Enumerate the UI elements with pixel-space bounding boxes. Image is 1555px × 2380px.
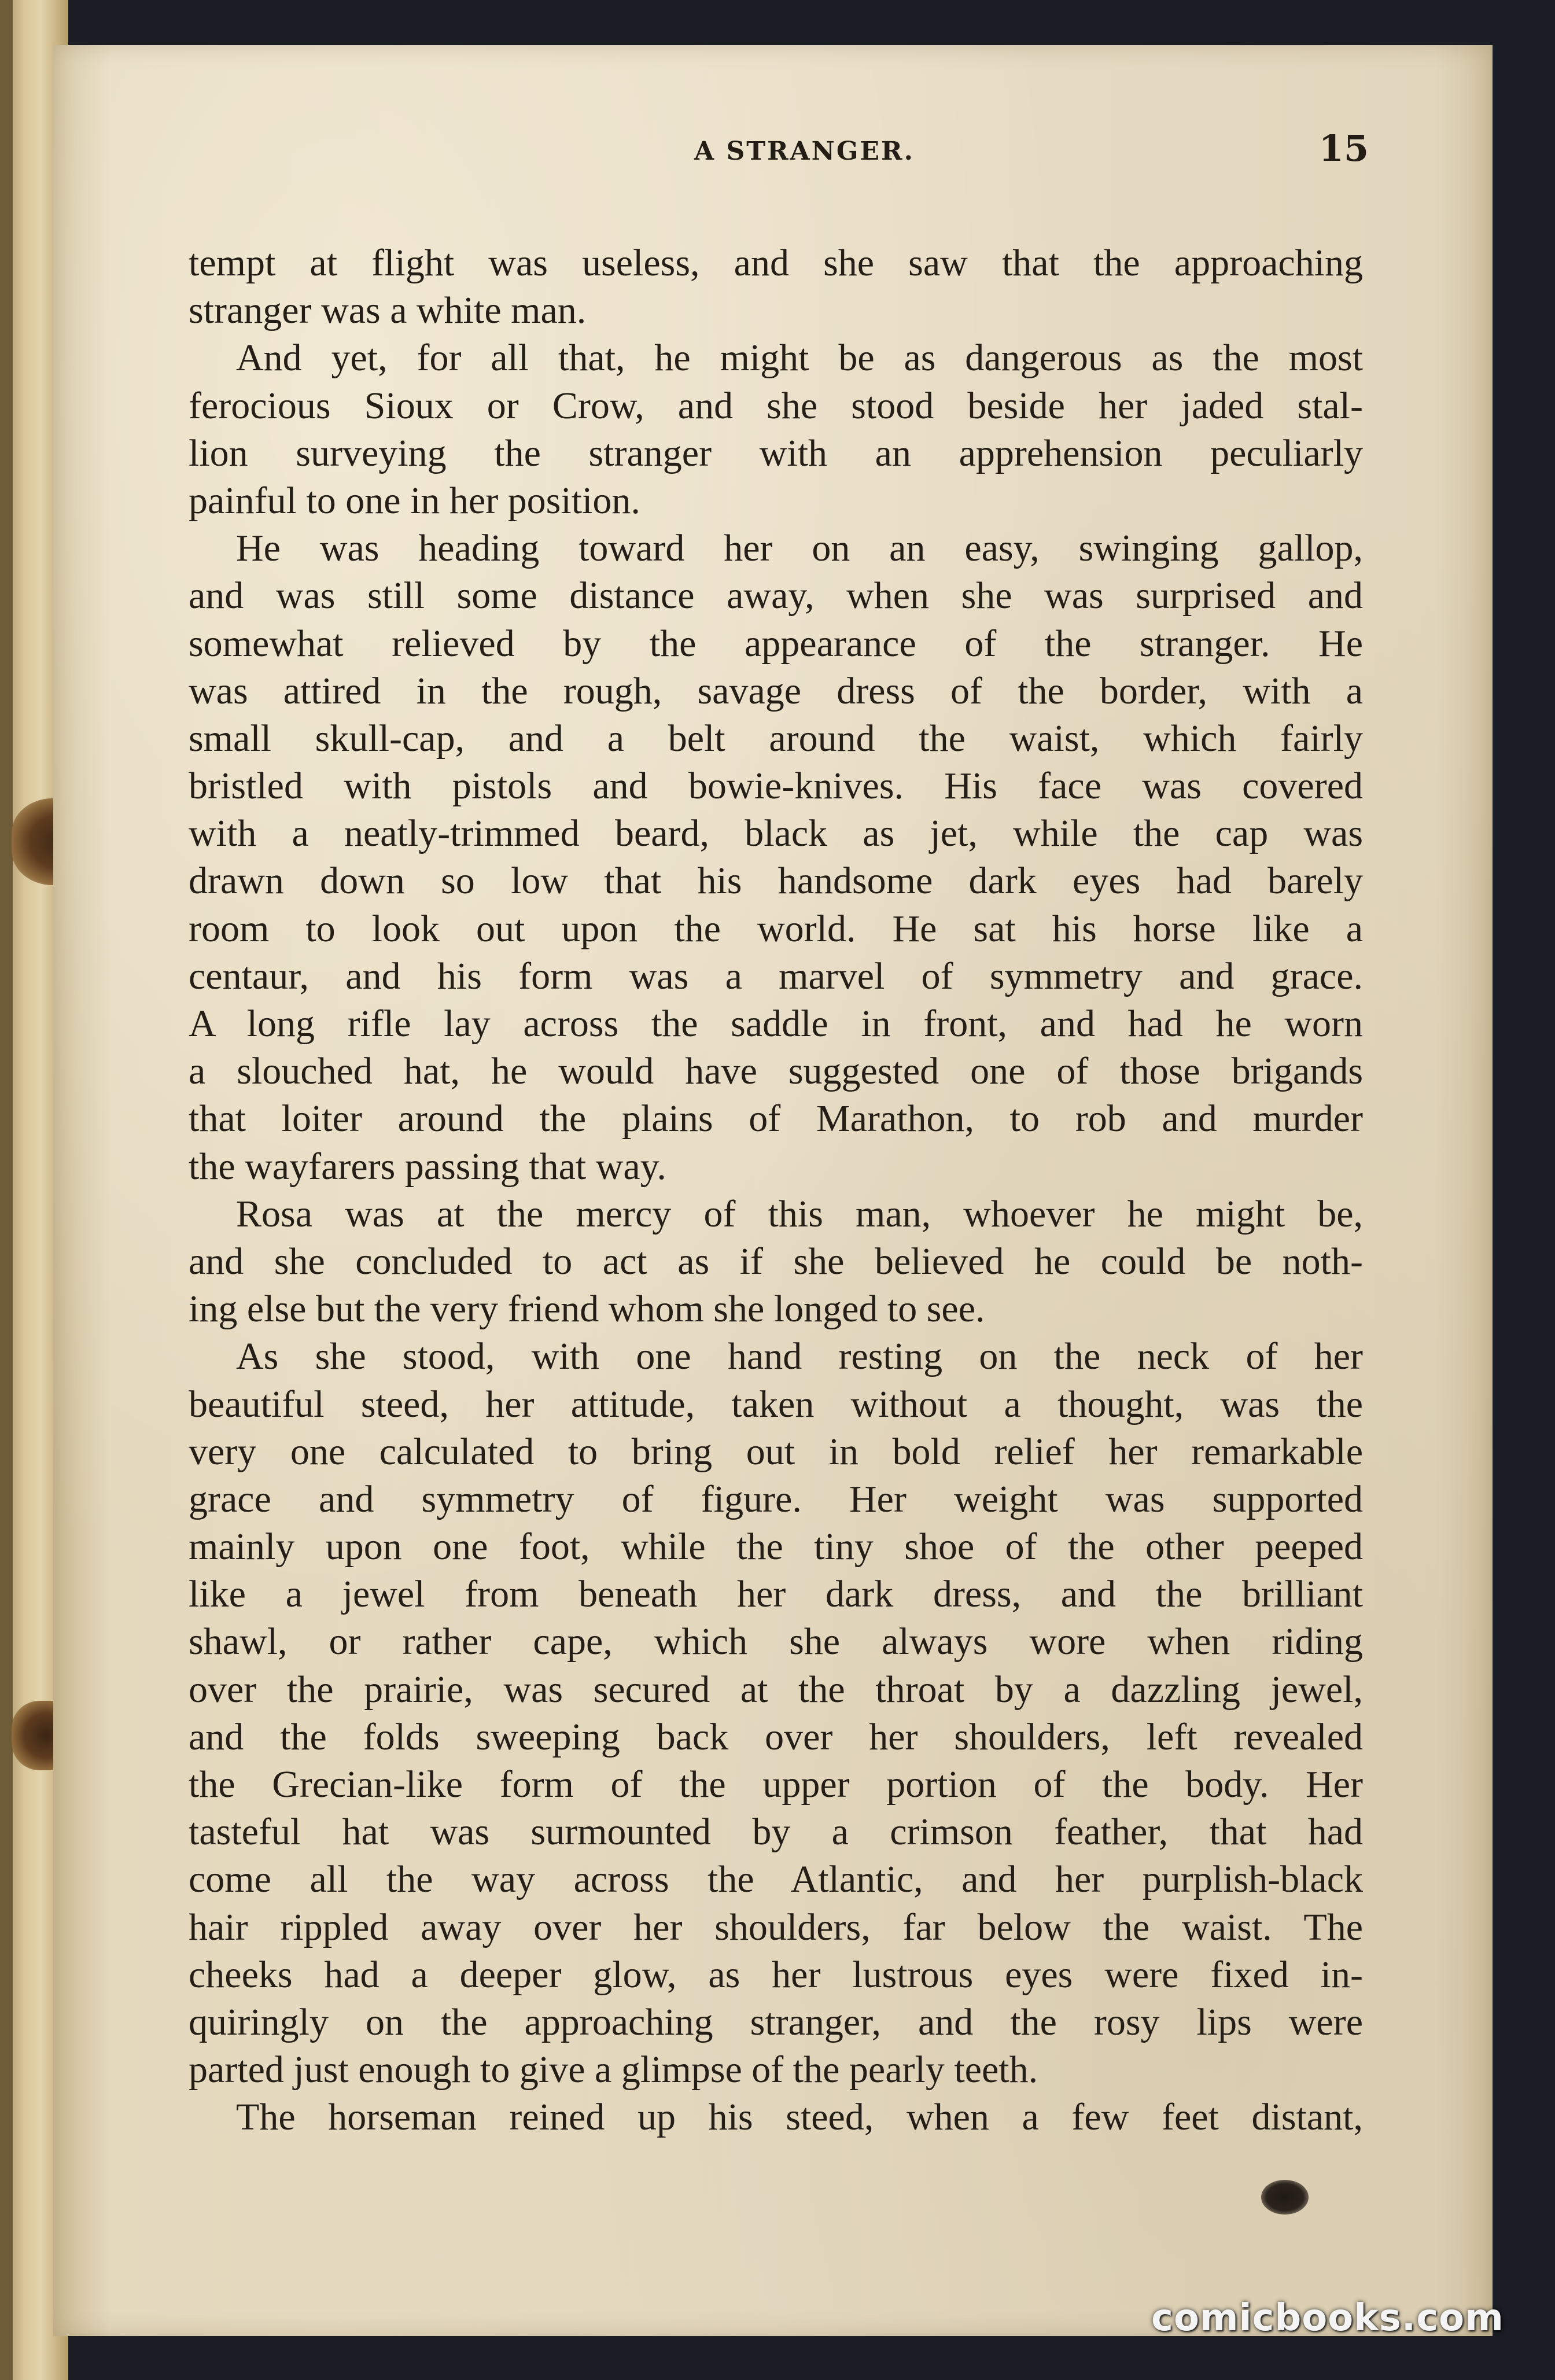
text-line: the wayfarers passing that way. [189, 1145, 666, 1188]
text-line: And yet, for all that, he might be as dangerous as the most [236, 337, 1363, 380]
text-line: He was heading toward her on an easy, swinging gallop, [236, 527, 1363, 570]
text-line: grace and symmetry of figure. Her weight was supported [189, 1478, 1363, 1520]
text-line: hair rippled away over her shoulders, far below the waist. The [189, 1906, 1363, 1948]
binding-edge [0, 0, 13, 2380]
text-line: and was still some distance away, when she was surprised and [189, 574, 1363, 617]
text-line: was attired in the rough, savage dress of the border, with a [189, 669, 1363, 712]
text-line: ing else but the very friend whom she longed to see. [189, 1288, 985, 1331]
text-line: centaur, and his form was a marvel of symmetry and grace. [189, 955, 1363, 997]
text-line: drawn down so low that his handsome dark eyes had barely [189, 860, 1363, 902]
text-line: A long rifle lay across the saddle in front, and had he worn [189, 1003, 1363, 1045]
text-line: mainly upon one foot, while the tiny shoe of the other peeped [189, 1526, 1363, 1568]
running-head: A STRANGER. [694, 137, 915, 166]
text-line: the Grecian-like form of the upper portion of the body. Her [189, 1763, 1363, 1806]
text-line: cheeks had a deeper glow, as her lustrous eyes were fixed in- [189, 1953, 1363, 1996]
text-line: quiringly on the approaching stranger, and the rosy lips were [189, 2000, 1363, 2043]
ink-blot [1261, 2180, 1309, 2215]
text-line: very one calculated to bring out in bold relief her remarkable [189, 1430, 1363, 1473]
text-line: beautiful steed, her attitude, taken without a thought, was the [189, 1383, 1363, 1425]
text-line: tasteful hat was surmounted by a crimson feather, that had [189, 1811, 1363, 1854]
text-line: with a neatly-trimmed beard, black as jet, while the cap was [189, 812, 1363, 855]
text-line: that loiter around the plains of Marathon, to rob and murder [189, 1097, 1363, 1140]
text-line: and the folds sweeping back over her shoulders, left revealed [189, 1715, 1363, 1758]
text-line: like a jewel from beneath her dark dress, and the brilliant [189, 1573, 1363, 1616]
text-line: somewhat relieved by the appearance of the stranger. He [189, 622, 1363, 665]
text-line: parted just enough to give a glimpse of the pearly teeth. [189, 2049, 1038, 2091]
text-line: lion surveying the stranger with an apprehension peculiarly [189, 432, 1363, 474]
text-line: bristled with pistols and bowie-knives. His face was covered [189, 765, 1363, 808]
page-header [634, 127, 1369, 191]
text-line: painful to one in her position. [189, 479, 640, 522]
text-line: shawl, or rather cape, which she always wore when riding [189, 1620, 1363, 1663]
text-line: a slouched hat, he would have suggested one of those brigands [189, 1050, 1363, 1093]
text-line: The horseman reined up his steed, when a few feet distant, [236, 2096, 1363, 2139]
text-line: come all the way across the Atlantic, and her purplish-black [189, 1858, 1363, 1901]
text-line: Rosa was at the mercy of this man, whoever he might be, [236, 1192, 1363, 1235]
site-watermark: comicbooks.com [1151, 2297, 1504, 2340]
text-line: stranger was a white man. [189, 289, 587, 332]
text-line: room to look out upon the world. He sat his horse like a [189, 907, 1363, 950]
text-line: ferocious Sioux or Crow, and she stood beside her jaded stal- [189, 384, 1363, 427]
text-line: tempt at flight was useless, and she saw that the approaching [189, 242, 1363, 284]
page-number: 15 [1318, 127, 1369, 170]
text-line: small skull-cap, and a belt around the waist, which fairly [189, 717, 1363, 760]
text-line: over the prairie, was secured at the throat by a dazzling jewel, [189, 1668, 1363, 1711]
text-line: and she concluded to act as if she believed he could be noth- [189, 1240, 1363, 1283]
text-line: As she stood, with one hand resting on the neck of her [236, 1335, 1363, 1378]
body-text [189, 240, 1363, 2142]
